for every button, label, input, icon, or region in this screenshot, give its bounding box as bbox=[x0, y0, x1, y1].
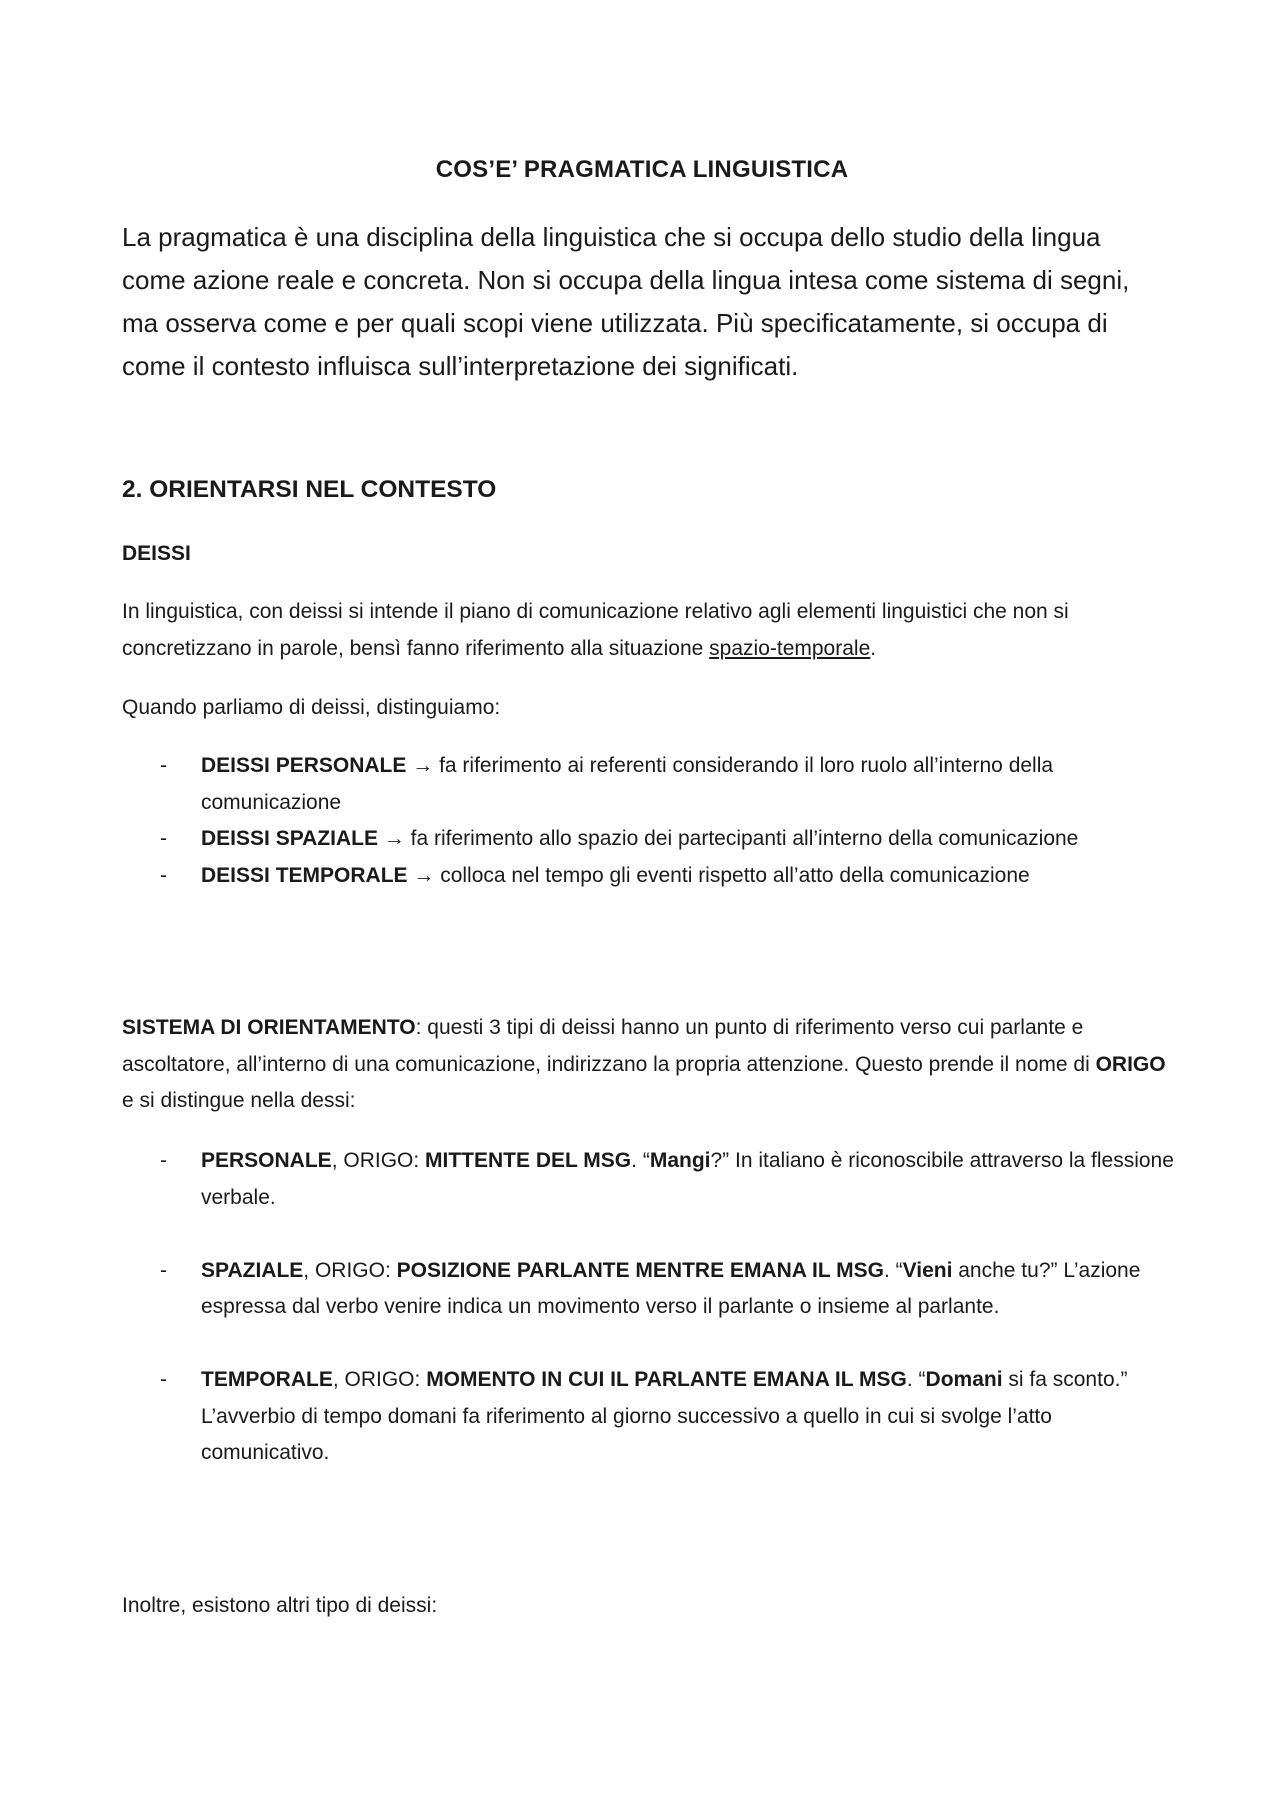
dash-bullet: - bbox=[160, 1258, 167, 1282]
intro-paragraph: La pragmatica è una disciplina della linguistica che si occupa dello studio della lingua come azione reale e concreta. Non si occupa della lingua intesa come sistema di segni, ma osserva come e per quali scopi viene utilizzata. Più specificatamente, si occupa di come il contesto influisca sull’interpretazione dei significati. bbox=[122, 222, 1130, 381]
document-title: COS’E’ PRAGMATICA LINGUISTICA bbox=[435, 156, 849, 183]
origo-type: TEMPORALE bbox=[201, 1368, 333, 1391]
definition-end: . bbox=[870, 636, 877, 660]
example-keyword: Vieni bbox=[902, 1258, 953, 1282]
list-desc: fa riferimento allo spazio dei partecipanti all’interno della comunicazione bbox=[404, 827, 1079, 850]
list-desc: fa riferimento ai referenti considerando il loro ruolo all’interno della comunicazione bbox=[201, 754, 1054, 814]
origo-value: MITTENTE DEL MSG bbox=[425, 1149, 632, 1172]
list-term: DEISSI SPAZIALE bbox=[201, 827, 378, 850]
arrow-icon: → bbox=[413, 863, 435, 887]
example-open: . “ bbox=[631, 1149, 650, 1172]
origo-type: PERSONALE bbox=[201, 1149, 332, 1172]
example-rest: anche tu?” L’azione espressa dal verbo venire indica un movimento verso il parlante o insieme al parlante. bbox=[201, 1258, 1141, 1318]
origo-label: , ORIGO: bbox=[303, 1258, 397, 1282]
example-rest: ?” In italiano è riconoscibile attraverso la flessione verbale. bbox=[201, 1149, 1174, 1209]
list-item bbox=[122, 748, 1182, 821]
origo-value: POSIZIONE PARLANTE MENTRE EMANA IL MSG bbox=[396, 1258, 884, 1282]
closing-paragraph: Inoltre, esistono altri tipo di deissi: bbox=[122, 1594, 438, 1617]
example-rest: si fa sconto.” L’avverbio di tempo domani fa riferimento al giorno successivo a quello in cui si svolge l’atto comunicativo. bbox=[201, 1368, 1128, 1464]
origo-label: , ORIGO: bbox=[332, 1368, 427, 1391]
example-keyword: Mangi bbox=[649, 1149, 711, 1172]
list-term: DEISSI TEMPORALE bbox=[201, 863, 408, 887]
list-item bbox=[122, 821, 1182, 858]
definition-text: In linguistica, con deissi si intende il piano di comunicazione relativo agli elementi linguistici che non si concretizzano in parole, bensì fanno riferimento alla situazione bbox=[122, 600, 1069, 660]
arrow-icon: → bbox=[412, 754, 434, 777]
origo-term: ORIGO bbox=[1095, 1052, 1166, 1076]
deissi-types-list bbox=[122, 748, 1182, 894]
subsection-heading: DEISSI bbox=[122, 542, 191, 565]
dash-bullet: - bbox=[160, 827, 167, 850]
example-keyword: Domani bbox=[925, 1368, 1003, 1391]
deissi-definition-paragraph bbox=[122, 594, 1167, 667]
example-open: . “ bbox=[906, 1368, 926, 1391]
dash-bullet: - bbox=[160, 1149, 167, 1172]
origo-type: SPAZIALE bbox=[201, 1258, 304, 1282]
origo-list bbox=[122, 1143, 1182, 1472]
dash-bullet: - bbox=[160, 1368, 167, 1391]
list-item bbox=[122, 1143, 1182, 1216]
sistema-term: SISTEMA DI ORIENTAMENTO bbox=[122, 1016, 416, 1039]
dash-bullet: - bbox=[160, 754, 167, 777]
list-item bbox=[122, 858, 1182, 895]
origo-value: MOMENTO IN CUI IL PARLANTE EMANA IL MSG bbox=[426, 1368, 907, 1391]
spazio-temporale-underlined: spazio-temporale bbox=[709, 636, 871, 660]
distinction-intro: Quando parliamo di deissi, distinguiamo: bbox=[122, 696, 501, 719]
arrow-icon: → bbox=[383, 827, 405, 850]
section-heading: 2. ORIENTARSI NEL CONTESTO bbox=[122, 476, 497, 503]
origo-label: , ORIGO: bbox=[331, 1149, 426, 1172]
sistema-orientamento-paragraph bbox=[122, 1010, 1167, 1120]
list-item bbox=[122, 1362, 1182, 1472]
list-term: DEISSI PERSONALE bbox=[201, 754, 407, 777]
sistema-text: : questi 3 tipi di deissi hanno un punto di riferimento verso cui parlante e ascoltatore, all’interno di una comunicazione, indirizzano la propria attenzione. Questo prende il nome di bbox=[122, 1016, 1096, 1076]
sistema-text-end: e si distingue nella dessi: bbox=[122, 1089, 356, 1112]
list-desc: colloca nel tempo gli eventi rispetto all’atto della comunicazione bbox=[434, 863, 1030, 887]
example-open: . “ bbox=[883, 1258, 903, 1282]
list-item bbox=[122, 1253, 1182, 1326]
dash-bullet: - bbox=[160, 863, 167, 887]
